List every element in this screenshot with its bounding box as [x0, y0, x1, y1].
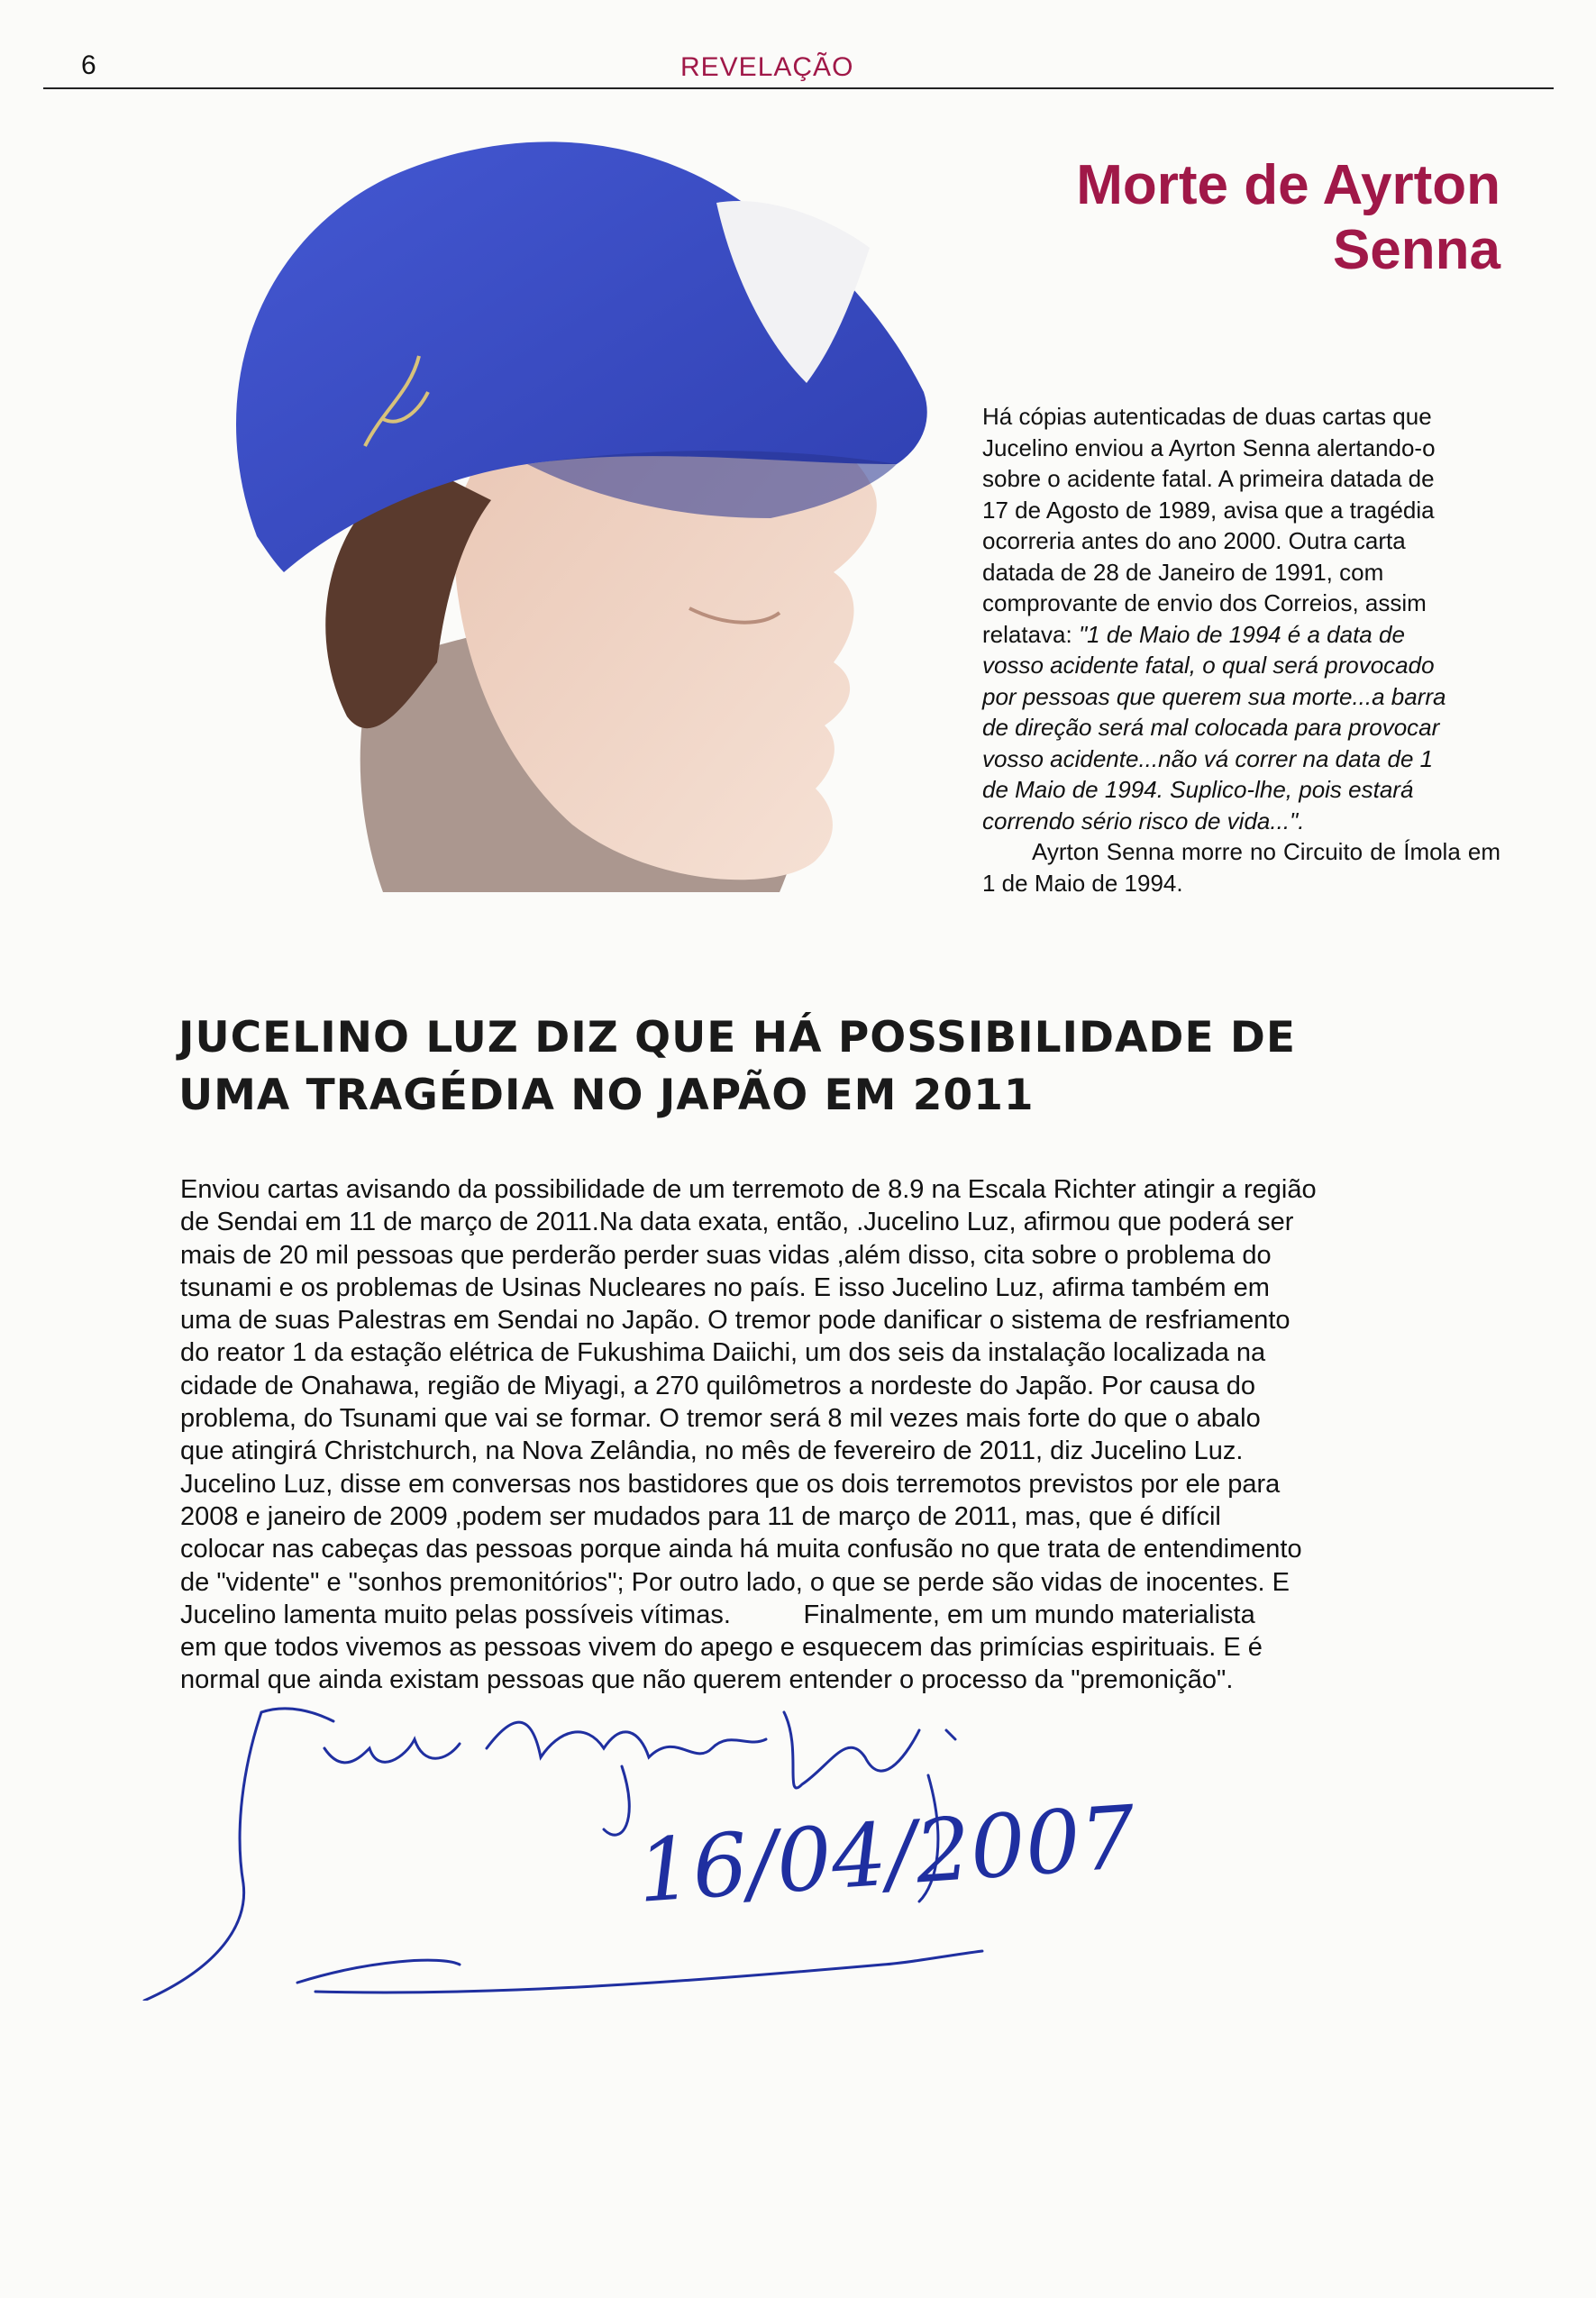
quote-line: de Maio de 1994. Suplico-lhe, pois estará	[982, 776, 1414, 803]
body-line: 2008 e janeiro de 2009 ,podem ser mudados para 11 de março de 2011, mas, que é difícil	[180, 1501, 1221, 1531]
body-line: tsunami e os problemas de Usinas Nucleares no país. E isso Jucelino Luz, afirma também em	[180, 1272, 1270, 1302]
senna-portrait-photo	[149, 122, 960, 892]
body-line: que atingirá Christchurch, na Nova Zelândia, no mês de fevereiro de 2011, diz Jucelino Luz.	[180, 1436, 1244, 1466]
paragraph-line: ocorreria antes do ano 2000. Outra carta	[982, 527, 1406, 554]
paragraph-line: relatava:	[982, 620, 1079, 648]
body-line: Jucelino lamenta muito pelas possíveis vítimas. Finalmente, em um mundo materialista	[180, 1600, 1255, 1629]
body-line: de Sendai em 11 de março de 2011.Na data exata, então, .Jucelino Luz, afirmou que poderá ser	[180, 1208, 1294, 1237]
paragraph-line: 17 de Agosto de 1989, avisa que a tragédia	[982, 496, 1435, 524]
body-line: problema, do Tsunami que vai se formar. O tremor será 8 mil vezes mais forte do que o abalo	[180, 1404, 1261, 1434]
header-rule	[43, 87, 1554, 89]
article-title: Morte de Ayrton Senna	[1076, 154, 1500, 281]
japan-article-body	[180, 1173, 1424, 1697]
paragraph-line: Há cópias autenticadas de duas cartas que	[982, 403, 1432, 430]
body-line: em que todos vivemos as pessoas vivem do apego e esquecem das primícias espirituais. E é	[180, 1633, 1263, 1663]
body-line: de "vidente" e "sonhos premonitórios"; Por outro lado, o que se perde são vidas de inocentes. E	[180, 1567, 1290, 1597]
body-line: cidade de Onahawa, região de Miyagi, a 270 quilômetros a nordeste do Japão. Por causa do	[180, 1371, 1255, 1400]
headline-line: UMA TRAGÉDIA NO JAPÃO EM 2011	[178, 1071, 1035, 1120]
handwritten-signature	[135, 1694, 1271, 2001]
senna-letters-paragraph	[982, 401, 1500, 836]
quote-line: correndo sério risco de vida...".	[982, 807, 1305, 834]
running-head: REVELAÇÃO	[680, 52, 854, 82]
paragraph-line: datada de 28 de Janeiro de 1991, com	[982, 558, 1384, 586]
senna-death-paragraph: Ayrton Senna morre no Circuito de Ímola em 1 de Maio de 1994.	[982, 838, 1500, 897]
body-line: Enviou cartas avisando da possibilidade de um terremoto de 8.9 na Escala Richter atingir a região	[180, 1175, 1317, 1204]
quote-line: "1 de Maio de 1994 é a data de	[1078, 620, 1405, 648]
body-line: mais de 20 mil pessoas que perderão perder suas vidas ,além disso, cita sobre o problema do	[180, 1240, 1272, 1270]
senna-article-text	[982, 401, 1500, 898]
quote-line: vosso acidente...não vá correr na data de 1	[982, 744, 1434, 772]
body-line: uma de suas Palestras em Sendai no Japão. O tremor pode danificar o sistema de resfriamento	[180, 1306, 1290, 1336]
quote-line: por pessoas que querem sua morte...a barra	[982, 682, 1446, 710]
paragraph-line: sobre o acidente fatal. A primeira datada de	[982, 465, 1435, 492]
body-line: colocar nas cabeças das pessoas porque ainda há muita confusão no que trata de entendimento	[180, 1535, 1302, 1564]
signature-date: 16/04/2007	[634, 1786, 1139, 1922]
headline-line: JUCELINO LUZ DIZ QUE HÁ POSSIBILIDADE DE	[178, 1013, 1297, 1062]
japan-article-headline	[178, 1009, 1395, 1125]
paragraph-line: comprovante de envio dos Correios, assim	[982, 589, 1427, 616]
quote-line: vosso acidente fatal, o qual será provocado	[982, 652, 1435, 679]
body-line: Jucelino Luz, disse em conversas nos bastidores que os dois terremotos previstos por ele para	[180, 1469, 1281, 1499]
body-line: do reator 1 da estação elétrica de Fukushima Daiichi, um dos seis da instalação localizada na	[180, 1338, 1266, 1368]
page-number: 6	[81, 50, 96, 80]
body-line: normal que ainda existam pessoas que não querem entender o processo da "premonição".	[180, 1665, 1234, 1695]
paragraph-line: Jucelino enviou a Ayrton Senna alertando-o	[982, 433, 1436, 461]
quote-line: de direção será mal colocada para provocar	[982, 714, 1440, 741]
